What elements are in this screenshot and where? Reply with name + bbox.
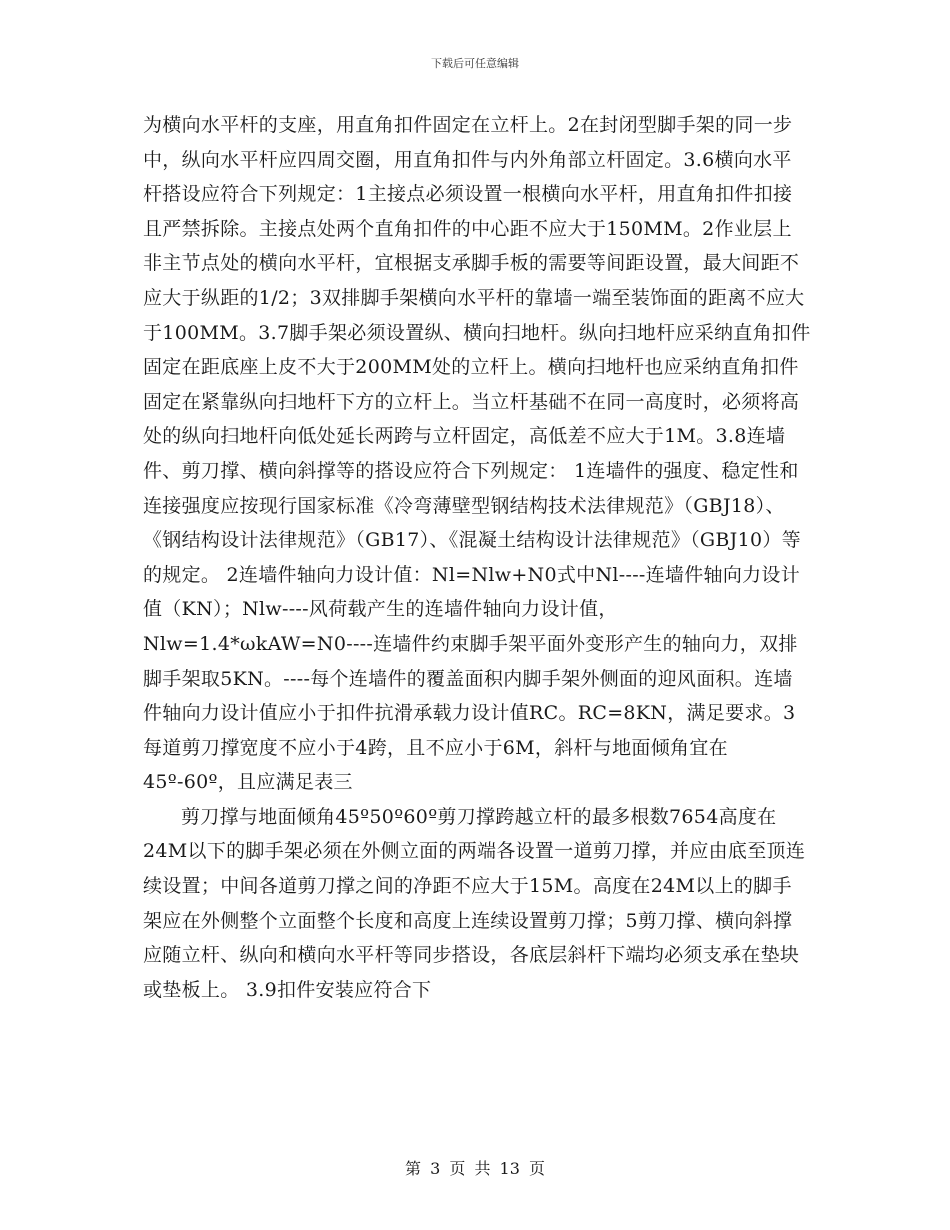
body-paragraph-2: 剪刀撑与地面倾角45º50º60º剪刀撑跨越立杆的最多根数7654高度在24M以下的脚手架必须在外侧立面的两端各设置一道剪刀撑，并应由底至顶连续设置；中间各道剪刀撑之间的净距不应大于15M。高度在24M以上的脚手架应在外侧整个立面整个长度和高度上连续设置剪刀撑；5剪刀撑、横向斜撑应随立杆、纵向和横向水平杆等同步搭设，各底层斜杆下端均必须支承在垫块或垫板上。 3.9扣件安装应符合下 [143, 805, 806, 1001]
page-header: 下载后可任意编辑 [431, 57, 519, 70]
document-body [143, 108, 811, 1007]
page-number: 第 3 页 共 13 页 [405, 1159, 545, 1178]
body-paragraph-1: 为横向水平杆的支座，用直角扣件固定在立杆上。2在封闭型脚手架的同一步中，纵向水平杆应四周交圈，用直角扣件与内外角部立杆固定。3.6横向水平杆搭设应符合下列规定：1主接点必须设置一根横向水平杆，用直角扣件扣接且严禁拆除。主接点处两个直角扣件的中心距不应大于150MM。2作业层上非主节点处的横向水平杆，宜根据支承脚手板的需要等间距设置，最大间距不应大于纵距的1/2；3双排脚手架横向水平杆的靠墙一端至装饰面的距离不应大于100MM。3.7脚手架必须设置纵、横向扫地杆。纵向扫地杆应采纳直角扣件固定在距底座上皮不大于200MM处的立杆上。横向扫地杆也应采纳直角扣件固定在紧靠纵向扫地杆下方的立杆上。当立杆基础不在同一高度时，必须将高处的纵向扫地杆向低处延长两跨与立杆固定，高低差不应大于1M。3.8连墙件、剪刀撑、横向斜撑等的搭设应符合下列规定： 1连墙件的强度、稳定性和连接强度应按现行国家标准《冷弯薄壁型钢结构技术法律规范》（GBJ18）、《钢结构设计法律规范》（GB17）、《混凝土结构设计法律规范》（GBJ10）等的规定。 2连墙件轴向力设计值：Nl=Nlw+N0式中Nl----连墙件轴向力设计值（KN）；Nlw----风荷载产生的连墙件轴向力设计值，Nlw=1.4*ωkAW=N0----连墙件约束脚手架平面外变形产生的轴向力，双排脚手架取5KN。----每个连墙件的覆盖面积内脚手架外侧面的迎风面积。连墙件轴向力设计值应小于扣件抗滑承载力设计值RC。RC=8KN，满足要求。3每道剪刀撑宽度不应小于4跨，且不应小于6M，斜杆与地面倾角宜在45º-60º，且应满足表三 [143, 114, 811, 794]
